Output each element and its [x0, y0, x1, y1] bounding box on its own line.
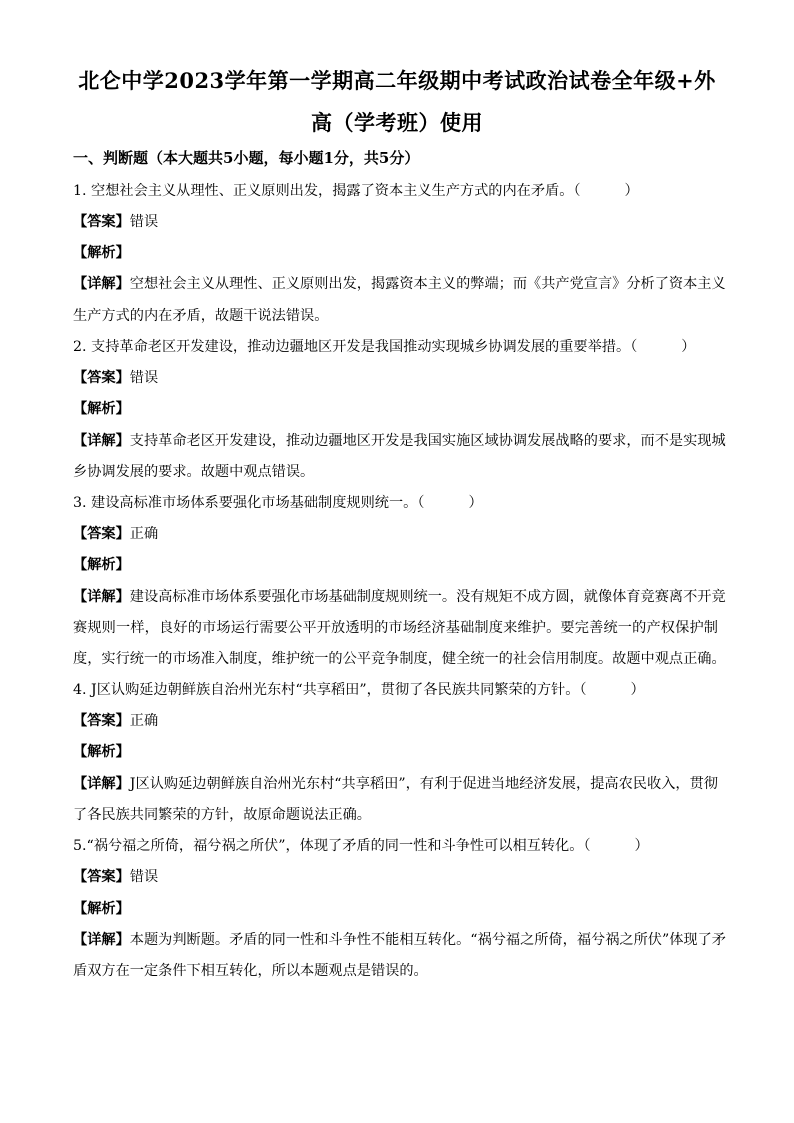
- question-5-answer: [73, 866, 158, 888]
- question-stem-text: 5.“祸兮福之所倚，福兮祸之所伏”，体现了矛盾的同一性和斗争性可以相互转化。: [73, 838, 584, 854]
- question-1-answer: [73, 211, 158, 233]
- document-title-line-2: 高（学考班）使用: [311, 110, 483, 135]
- question-1-stem: [73, 180, 639, 202]
- section-heading: 一、判断题（本大题共5小题，每小题1分，共5分）: [73, 149, 420, 167]
- question-4-stem: [73, 679, 645, 701]
- detail-label: 【详解】: [73, 932, 130, 948]
- analysis-label: 【解析】: [73, 901, 130, 917]
- answer-paren-open: （: [579, 682, 587, 698]
- detail-text: 建设高标准市场体系要强化市场基础制度规则统一。没有规矩不成方圆，就像体育竞赛离不开竞: [129, 589, 726, 605]
- question-3-analysis: [73, 554, 130, 576]
- answer-paren-open: （: [630, 339, 638, 355]
- detail-label: 【详解】: [73, 276, 130, 292]
- document-title-line-1: 北仑中学2023学年第一学期高二年级期中考试政治试卷全年级+外: [78, 68, 716, 93]
- analysis-label: 【解析】: [73, 744, 130, 760]
- question-stem-text: 1. 空想社会主义从理性、正义原则出发，揭露了资本主义生产方式的内在矛盾。: [73, 183, 574, 199]
- question-stem-text: 2. 支持革命老区开发建设，推动边疆地区开发是我国推动实现城乡协调发展的重要举措。: [73, 339, 631, 355]
- question-5-stem: [73, 835, 649, 857]
- detail-text: 本题为判断题。矛盾的同一性和斗争性不能相互转化。“祸兮福之所倚，福兮祸之所伏”体现了矛: [129, 932, 726, 948]
- question-5-analysis: [73, 898, 130, 920]
- question-5-detail-line-1: [73, 929, 726, 951]
- answer-paren-close: ）: [634, 838, 649, 854]
- answer-value: 错误: [129, 869, 159, 885]
- question-3-detail-line-3: 度，实行统一的市场准入制度，维护统一的公平竞争制度，健全统一的社会信用制度。故题中观点正确。: [73, 651, 726, 667]
- detail-text: J区认购延边朝鲜族自治州光东村“共享稻田”，有利于促进当地经济发展，提高农民收入，贯彻: [129, 776, 718, 792]
- detail-text: 支持革命老区开发建设，推动边疆地区开发是我国实施区域协调发展战略的要求，而不是实现城: [129, 433, 726, 449]
- answer-value: 错误: [129, 214, 159, 230]
- answer-paren-open: （: [583, 838, 591, 854]
- question-1-detail-line-2: 生产方式的内在矛盾，故题干说法错误。: [73, 308, 329, 324]
- question-3-stem: [73, 492, 483, 514]
- answer-paren-close: ）: [681, 339, 696, 355]
- question-2-detail-line-1: [73, 430, 726, 452]
- question-5-detail-line-2: 盾双方在一定条件下相互转化，所以本题观点是错误的。: [73, 963, 428, 979]
- question-2-analysis: [73, 398, 130, 420]
- answer-value: 正确: [129, 713, 159, 729]
- question-stem-text: 4. J区认购延边朝鲜族自治州光东村“共享稻田”，贯彻了各民族共同繁荣的方针。: [73, 682, 580, 698]
- question-4-detail-line-1: [73, 773, 718, 795]
- answer-label: 【答案】: [73, 370, 130, 386]
- answer-value: 错误: [129, 370, 159, 386]
- detail-label: 【详解】: [73, 776, 130, 792]
- answer-paren-open: （: [573, 183, 581, 199]
- question-4-answer: [73, 710, 158, 732]
- answer-label: 【答案】: [73, 713, 130, 729]
- question-2-answer: [73, 367, 158, 389]
- answer-value: 正确: [129, 526, 159, 542]
- question-1-detail-line-1: [73, 273, 726, 295]
- answer-paren-close: ）: [630, 682, 645, 698]
- detail-label: 【详解】: [73, 433, 130, 449]
- analysis-label: 【解析】: [73, 245, 130, 261]
- question-2-detail-line-2: 乡协调发展的要求。故题中观点错误。: [73, 464, 315, 480]
- question-3-detail-line-2: 赛规则一样，良好的市场运行需要公平开放透明的市场经济基础制度来维护。要完善统一的产权保护制: [73, 620, 718, 636]
- question-3-detail-line-1: [73, 586, 726, 608]
- answer-label: 【答案】: [73, 214, 130, 230]
- question-1-analysis: [73, 242, 130, 264]
- question-3-answer: [73, 523, 158, 545]
- answer-paren-open: （: [417, 495, 425, 511]
- answer-label: 【答案】: [73, 869, 130, 885]
- detail-label: 【详解】: [73, 589, 130, 605]
- detail-text: 空想社会主义从理性、正义原则出发，揭露资本主义的弊端；而《共产党宣言》分析了资本主义: [129, 276, 726, 292]
- question-4-analysis: [73, 741, 130, 763]
- question-stem-text: 3. 建设高标准市场体系要强化市场基础制度规则统一。: [73, 495, 418, 511]
- question-4-detail-line-2: 了各民族共同繁荣的方针，故原命题说法正确。: [73, 807, 371, 823]
- answer-paren-close: ）: [624, 183, 639, 199]
- analysis-label: 【解析】: [73, 401, 130, 417]
- answer-paren-close: ）: [468, 495, 483, 511]
- answer-label: 【答案】: [73, 526, 130, 542]
- analysis-label: 【解析】: [73, 557, 130, 573]
- question-2-stem: [73, 336, 695, 358]
